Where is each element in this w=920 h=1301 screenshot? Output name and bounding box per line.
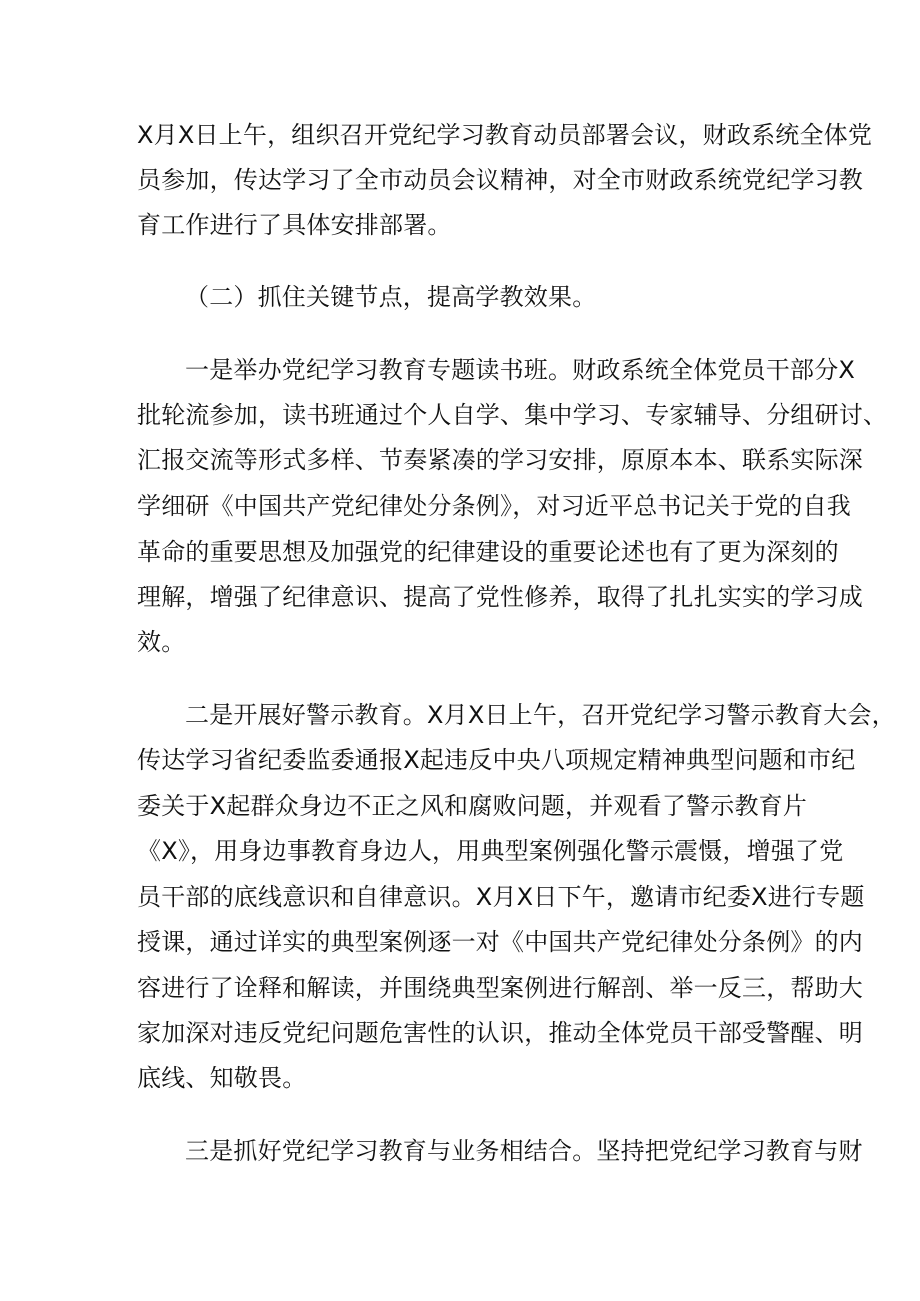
paragraph-line: 容进行了诠释和解读，并围绕典型案例进行解剖、举一反三，帮助大 xyxy=(137,974,863,1002)
paragraph-line: 传达学习省纪委监委通报X起违反中央八项规定精神典型问题和市纪 xyxy=(137,746,856,774)
paragraph-line: 二是开展好警示教育。X月X日上午，召开党纪学习警示教育大会， xyxy=(185,701,896,729)
paragraph-line: 《X》，用身边事教育身边人，用典型案例强化警示震慑，增强了党 xyxy=(137,837,844,865)
paragraph-line: 批轮流参加，读书班通过个人自学、集中学习、专家辅导、分组研讨、 xyxy=(137,401,888,429)
paragraph-line: 汇报交流等形式多样、节奏紧凑的学习安排，原原本本、联系实际深 xyxy=(137,446,863,474)
paragraph-line: 学细研《中国共产党纪律处分条例》，对习近平总书记关于党的自我 xyxy=(137,492,851,520)
paragraph-line: 理解，增强了纪律意识、提高了党性修养，取得了扎扎实实的学习成 xyxy=(137,583,863,611)
paragraph-line: 员参加，传达学习了全市动员会议精神，对全市财政系统党纪学习教 xyxy=(137,166,863,194)
paragraph-line: 家加深对违反党纪问题危害性的认识，推动全体党员干部受警醒、明 xyxy=(137,1019,863,1047)
paragraph-line: 委关于X起群众身边不正之风和腐败问题，并观看了警示教育片 xyxy=(137,792,808,820)
paragraph-line: 育工作进行了具体安排部署。 xyxy=(137,211,452,239)
paragraph-line: 一是举办党纪学习教育专题读书班。财政系统全体党员干部分X xyxy=(185,356,856,384)
paragraph-line: 三是抓好党纪学习教育与业务相结合。坚持把党纪学习教育与财 xyxy=(185,1137,863,1165)
paragraph-line: 授课，通过详实的典型案例逐一对《中国共产党纪律处分条例》的内 xyxy=(137,928,863,956)
paragraph-line: 底线、知敬畏。 xyxy=(137,1064,307,1092)
paragraph-line: 效。 xyxy=(137,628,186,656)
paragraph-line: 革命的重要思想及加强党的纪律建设的重要论述也有了更为深刻的 xyxy=(137,538,839,566)
paragraph-line: 员干部的底线意识和自律意识。X月X日下午，邀请市纪委X进行专题 xyxy=(137,883,865,911)
section-heading: （二）抓住关键节点，提高学教效果。 xyxy=(185,283,597,311)
paragraph-line: X月X日上午，组织召开党纪学习教育动员部署会议，财政系统全体党 xyxy=(137,121,873,149)
